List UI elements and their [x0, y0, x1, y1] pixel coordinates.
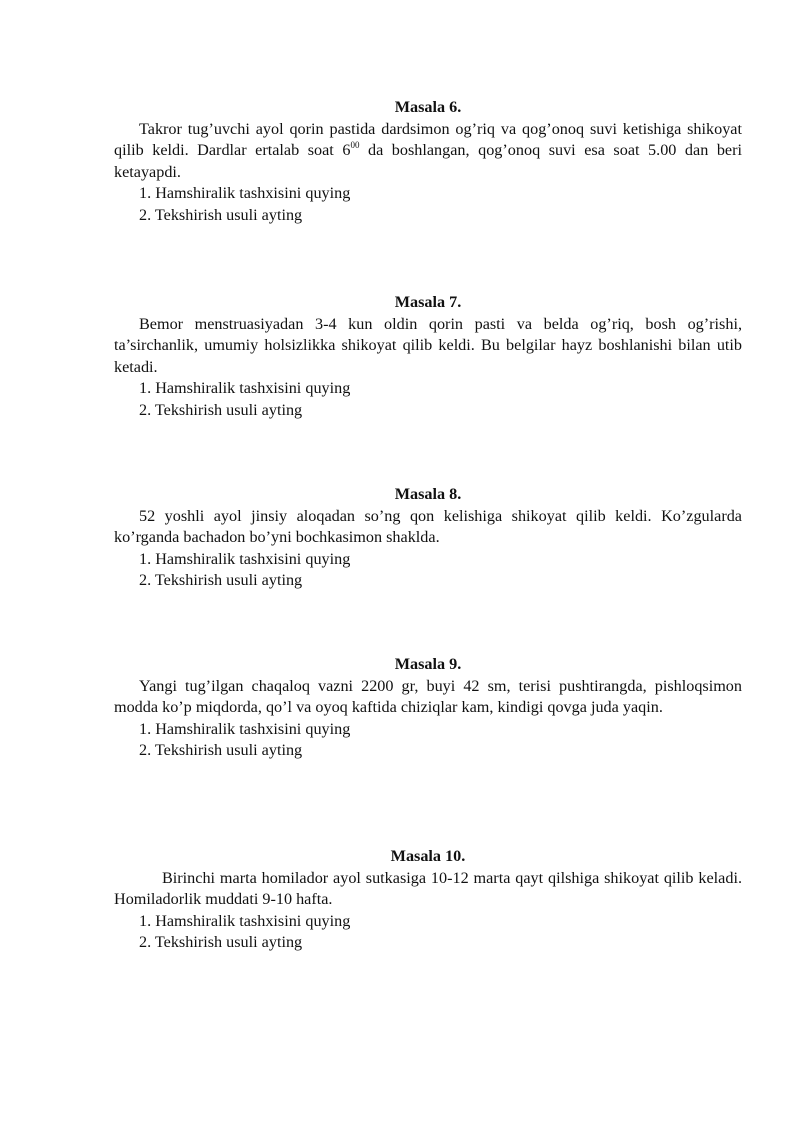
question-1: 1. Hamshiralik tashxisini quying — [139, 911, 351, 930]
task-6 — [114, 97, 742, 226]
task-text: Bemor menstruasiyadan 3-4 kun oldin qorin pasti va belda og’riq, bosh og’rishi, ta’sirchanlik, umumiy holsizlikka shikoyat qilib keldi. Bu belgilar hayz boshlanishi bilan utib ketadi. — [114, 314, 742, 376]
question-2: 2. Tekshirish usuli ayting — [139, 205, 303, 224]
question-1: 1. Hamshiralik tashxisini quying — [139, 719, 351, 738]
question-2: 2. Tekshirish usuli ayting — [139, 571, 303, 589]
question-2: 2. Tekshirish usuli ayting — [139, 933, 303, 951]
task-title: Masala 10. — [390, 847, 466, 865]
task-7 — [114, 292, 742, 421]
task-text: 52 yoshli ayol jinsiy aloqadan so’ng qon kelishiga shikoyat qilib keldi. Ko’zgularda ko’rganda bachadon bo’yni bochkasimon shaklda. — [114, 506, 742, 546]
task-title: Masala 6. — [394, 98, 462, 116]
task-title: Masala 8. — [394, 485, 462, 503]
task-8 — [114, 484, 742, 592]
task-9 — [114, 654, 742, 762]
question-1: 1. Hamshiralik tashxisini quying — [139, 549, 351, 568]
question-1: 1. Hamshiralik tashxisini quying — [139, 184, 351, 202]
task-text: Birinchi marta homilador ayol sutkasiga 10-12 marta qayt qilshiga shikoyat qilib keladi. Homiladorlik muddati 9-10 hafta. — [114, 868, 742, 908]
task-title: Masala 7. — [394, 293, 462, 311]
task-text: Yangi tug’ilgan chaqaloq vazni 2200 gr, buyi 42 sm, terisi pushtirangda, pishloqsimon modda ko’p miqdorda, qo’l va oyoq kaftida chiziqlar kam, kindigi qovga juda yaqin. — [114, 676, 742, 716]
question-2: 2. Tekshirish usuli ayting — [139, 400, 303, 419]
question-2: 2. Tekshirish usuli ayting — [139, 741, 303, 759]
task-text: Takror tug’uvchi ayol qorin pastida dardsimon og’riq va qog’onoq suvi ketishiga shikoyat qilib keldi. Dardlar ertalab soat $6^{00}$ da boshlangan, qog’onoq suvi esa soat 5.00 dan beri ketayapdi. — [114, 119, 742, 181]
task-10 — [114, 846, 742, 954]
task-title: Masala 9. — [394, 655, 462, 673]
question-1: 1. Hamshiralik tashxisini quying — [139, 379, 351, 397]
